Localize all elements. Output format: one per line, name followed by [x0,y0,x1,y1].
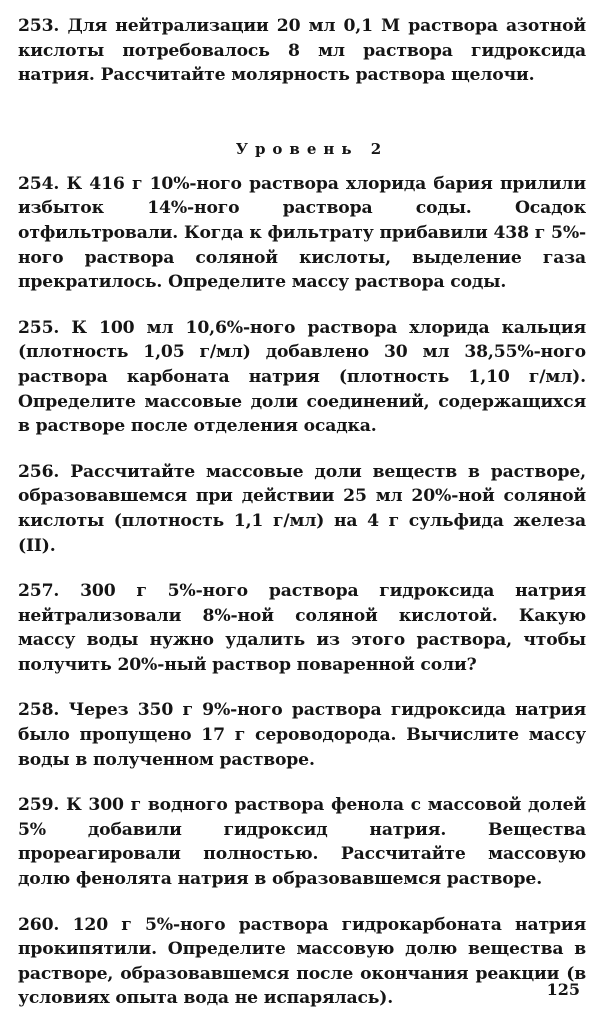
problem-number: 259. [18,795,60,816]
problem-text: 300 г 5%-ного раствора гидроксида натрия нейтрализовали 8%-ной соляной кислотой. Какую массу воды нужно удалить из этого раствора, чтобы получить 20%-ный раствор поваренной соли? [18,581,586,675]
problem-text: К 100 мл 10,6%-ного раствора хлорида кальция (плотность 1,05 г/мл) добавлено 30 мл 38,55%-ного раствора карбоната натрия (плотность 1,10 г/мл). Определите массовые доли соединений, содержащихся в растворе после отделения осадка. [18,317,586,437]
problem-text: Через 350 г 9%-ного раствора гидроксида натрия было пропущено 17 г сероводорода. Вычислите массу воды в полученном растворе. [18,700,586,770]
problem-258 [18,698,586,772]
problem-text: Для нейтрализации 20 мл 0,1 М раствора азотной кислоты потребовалось 8 мл раствора гидроксида натрия. Рассчитайте молярность раствора щелочи. [18,16,586,86]
problem-text: К 300 г водного раствора фенола с массовой долей 5% добавили гидроксид натрия. Вещества прореагировали полностью. Рассчитайте массовую долю фенолята натрия в образовавшемся растворе. [18,795,586,890]
problem-257 [18,579,586,677]
problem-text: Рассчитайте массовые доли веществ в растворе, образовавшемся при действии 25 мл 20%-ной соляной кислоты (плотность 1,1 г/мл) на 4 г сульфида железа (II). [18,461,587,556]
problem-259 [18,793,586,891]
problem-255 [18,316,586,439]
problem-number: 256. [18,461,60,482]
problem-text: 120 г 5%-ного раствора гидрокарбоната натрия прокипятили. Определите массовую долю вещества в растворе, образовавшемся после окончания реакции (в условиях опыта вода не испарялась). [18,914,586,1009]
problem-number: 257. [18,581,60,602]
problem-number: 253. [18,16,60,36]
page-number: 125 [546,980,580,999]
problem-number: 260. [18,914,60,935]
level-heading: Уровень 2 [235,139,389,158]
problem-number: 255. [18,317,60,338]
problem-number: 258. [18,700,60,721]
problem-253 [18,14,586,88]
problem-254 [18,172,586,295]
problem-number: 254. [18,173,60,194]
problem-260 [18,913,586,1011]
problem-256 [18,460,586,558]
problem-text: К 416 г 10%-ного раствора хлорида бария прилили избыток 14%-ного раствора соды. Осадок отфильтровали. Когда к фильтрату прибавили 438 г 5%-ного раствора соляной кислоты, выделение газа прекратилось. Определите массу раствора соды. [18,173,586,293]
